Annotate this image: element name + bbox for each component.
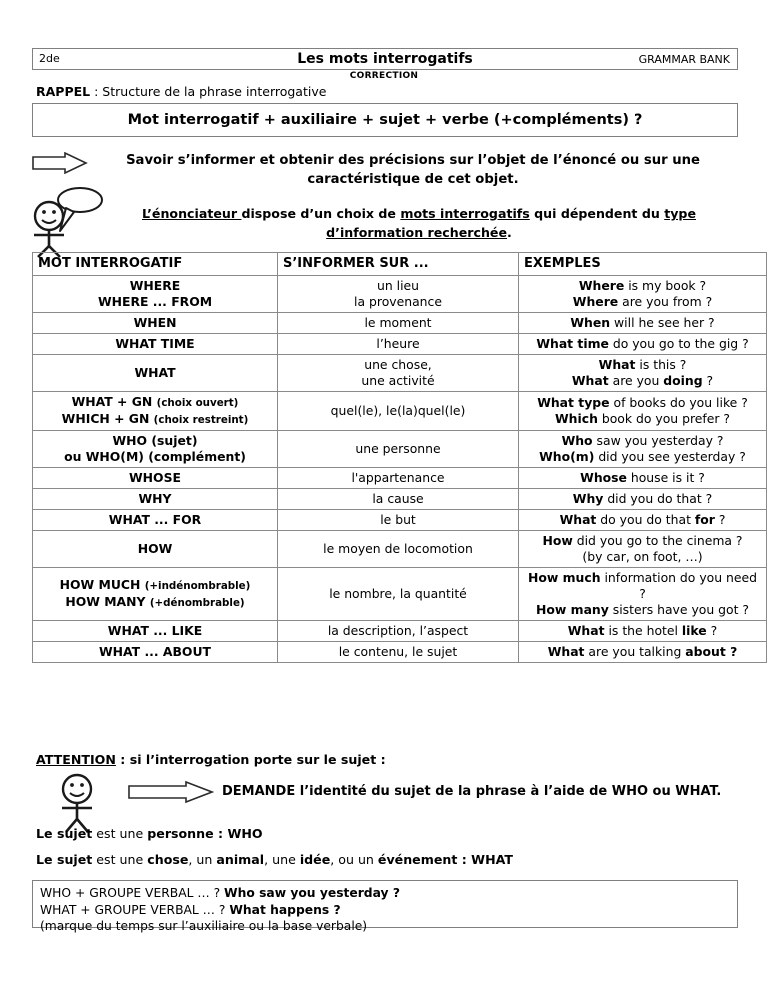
intro-statement-part1: L’énonciateur <box>142 206 242 221</box>
examples-cell <box>519 489 767 510</box>
example-text: sisters have you got ? <box>608 602 749 617</box>
examples-cell <box>519 313 767 334</box>
information-type-cell <box>278 276 519 313</box>
example-text: are you <box>608 373 664 388</box>
example-text: (by car, on foot, …) <box>582 549 703 564</box>
examples-cell <box>519 642 767 663</box>
example-keyword: What type <box>537 395 610 410</box>
example-keyword: How much <box>528 570 601 585</box>
bottom-line-2-plain: WHAT + GROUPE VERBAL … ? <box>40 902 230 917</box>
information-type-cell <box>278 313 519 334</box>
examples-cell <box>519 431 767 468</box>
word-line <box>37 541 273 557</box>
example-text-2: ? <box>702 373 714 388</box>
information-type-cell <box>278 468 519 489</box>
example-keyword: What <box>598 357 636 372</box>
interrogative-word-cell <box>33 642 278 663</box>
example-line <box>523 395 762 411</box>
table-row <box>33 355 767 392</box>
bottom-line-1-bold: Who saw you yesterday ? <box>224 886 400 900</box>
formula-text: Mot interrogatif + auxiliaire + sujet + verbe (+compléments) ? <box>127 112 643 128</box>
info-line: la description, l’aspect <box>327 623 469 638</box>
attention-text: : si l’interrogation porte sur le sujet : <box>115 752 386 767</box>
interrogative-word-cell <box>33 489 278 510</box>
example-line <box>523 294 762 310</box>
example-text: are you talking <box>584 644 686 659</box>
word-text: HOW MANY <box>65 594 146 609</box>
info-line: un lieu <box>376 278 419 293</box>
intro-goal <box>92 151 734 189</box>
bottom-line-2 <box>40 902 730 919</box>
intro-statement-part3: mots interrogatifs <box>400 206 530 221</box>
rule2-a: Le sujet <box>36 852 93 867</box>
example-keyword-2: like <box>681 623 707 638</box>
header-class-label: 2de <box>39 52 60 65</box>
word-line <box>37 294 273 310</box>
interrogative-word-cell <box>33 510 278 531</box>
word-note: (choix ouvert) <box>156 397 239 409</box>
example-keyword-2: for <box>694 512 715 527</box>
example-text-2: ? <box>714 512 726 527</box>
intro-statement-part6: d’information recherchée <box>326 225 508 240</box>
example-keyword: How <box>542 533 573 548</box>
info-line: le but <box>380 512 416 527</box>
example-text: house is it ? <box>626 470 705 485</box>
attention-label: ATTENTION <box>36 752 116 767</box>
information-type-cell <box>278 531 519 568</box>
example-text: did you do that ? <box>603 491 713 506</box>
bottom-line-2-bold: What happens ? <box>229 902 341 917</box>
info-line: quel(le), le(la)quel(le) <box>330 403 466 418</box>
table-header-cell: EXEMPLES <box>519 253 767 276</box>
correction-subtitle: CORRECTION <box>349 71 419 81</box>
demande-text: DEMANDE l’identité du sujet de la phrase à l’aide de WHO ou WHAT. <box>222 784 722 799</box>
interrogative-word-cell <box>33 621 278 642</box>
rule2-f: , une <box>264 852 300 867</box>
example-line <box>523 433 762 449</box>
example-line <box>523 449 762 465</box>
word-line <box>37 594 273 611</box>
example-text-2: ? <box>706 623 718 638</box>
examples-cell <box>519 531 767 568</box>
information-type-cell <box>278 510 519 531</box>
rule2-j: : WHAT <box>457 852 513 867</box>
example-keyword: Why <box>572 491 604 506</box>
example-text: do you go to the gig ? <box>608 336 749 351</box>
examples-cell <box>519 276 767 313</box>
example-line <box>523 357 762 373</box>
table-row <box>33 642 767 663</box>
word-line <box>37 623 273 639</box>
example-keyword: How many <box>536 602 609 617</box>
rule1-c: personne <box>147 826 214 841</box>
header-source-label: GRAMMAR BANK <box>638 53 730 66</box>
examples-cell <box>519 468 767 489</box>
table-row <box>33 489 767 510</box>
interrogative-word-cell <box>33 313 278 334</box>
word-text: WHAT <box>134 365 176 380</box>
information-type-cell <box>278 642 519 663</box>
stick-figure-icon <box>55 772 125 834</box>
info-line: l’heure <box>376 336 420 351</box>
rule2-b: est une <box>92 852 148 867</box>
example-keyword: When <box>570 315 611 330</box>
word-line <box>37 449 273 465</box>
rappel-label: RAPPEL <box>36 84 91 99</box>
word-text: WHAT ... ABOUT <box>99 644 211 659</box>
example-text: did you see yesterday ? <box>594 449 746 464</box>
example-line <box>523 373 762 389</box>
example-keyword: Who(m) <box>539 449 595 464</box>
block-arrow-icon <box>32 152 88 174</box>
interrogative-word-cell <box>33 468 278 489</box>
rule1-a: Le sujet <box>36 826 93 841</box>
rule2-c: chose <box>147 852 189 867</box>
information-type-cell <box>278 334 519 355</box>
example-line <box>523 491 762 507</box>
word-line <box>37 577 273 594</box>
table-row <box>33 531 767 568</box>
rule2-d: , un <box>188 852 217 867</box>
bottom-line-1 <box>40 885 730 902</box>
info-line: l'appartenance <box>351 470 445 485</box>
example-line <box>523 278 762 294</box>
word-note: (choix restreint) <box>153 414 249 426</box>
information-type-cell <box>278 489 519 510</box>
table-row <box>33 431 767 468</box>
intro-statement-part5: type <box>664 206 696 221</box>
interrogative-word-cell <box>33 392 278 431</box>
rule1-d: : WHO <box>213 826 263 841</box>
intro-statement-part2: dispose d’un choix de <box>241 206 401 221</box>
example-line <box>523 336 762 352</box>
rappel-line <box>36 84 326 99</box>
interrogative-words-table <box>32 252 767 663</box>
example-keyword: What <box>559 512 597 527</box>
example-keyword: What time <box>536 336 609 351</box>
intro-statement-part7: . <box>507 225 512 240</box>
intro-goal-line2: caractéristique de cet objet. <box>307 172 519 187</box>
example-line <box>523 512 762 528</box>
information-type-cell <box>278 355 519 392</box>
example-line <box>523 470 762 486</box>
word-text: HOW MUCH <box>59 577 141 592</box>
example-keyword: Whose <box>580 470 627 485</box>
example-keyword-2: doing <box>663 373 703 388</box>
example-line <box>523 411 762 427</box>
info-line: le moment <box>364 315 432 330</box>
word-line <box>37 470 273 486</box>
word-line <box>37 411 273 428</box>
word-note: (+indénombrable) <box>144 580 251 592</box>
interrogative-word-cell <box>33 334 278 355</box>
example-text: is this ? <box>635 357 687 372</box>
word-line <box>37 644 273 660</box>
examples-cell <box>519 621 767 642</box>
example-text: do you do that <box>596 512 695 527</box>
table-row <box>33 568 767 621</box>
example-text: are you from ? <box>618 294 713 309</box>
word-line <box>37 336 273 352</box>
word-text: WHOSE <box>129 470 181 485</box>
examples-cell <box>519 355 767 392</box>
word-text: WHAT ... LIKE <box>107 623 203 638</box>
word-text: WHERE ... FROM <box>97 294 213 309</box>
subject-rule-person <box>36 826 263 841</box>
intro-goal-line1: Savoir s’informer et obtenir des précisions sur l’objet de l’énoncé ou sur une <box>126 153 700 168</box>
interrogative-word-cell <box>33 431 278 468</box>
example-keyword: Where <box>572 294 619 309</box>
information-type-cell <box>278 568 519 621</box>
intro-statement <box>104 204 734 242</box>
example-text: of books do you like ? <box>609 395 748 410</box>
example-keyword: Who <box>561 433 593 448</box>
examples-cell <box>519 510 767 531</box>
example-line <box>523 602 762 618</box>
table-header-cell: S’INFORMER SUR ... <box>278 253 519 276</box>
word-text: WHY <box>138 491 172 506</box>
page-title: Les mots interrogatifs <box>297 51 473 67</box>
examples-cell <box>519 392 767 431</box>
word-line <box>37 512 273 528</box>
bottom-line-3: (marque du temps sur l’auxiliaire ou la base verbale) <box>40 919 368 933</box>
info-line: la cause <box>372 491 424 506</box>
information-type-cell <box>278 392 519 431</box>
word-text: WHERE <box>129 278 181 293</box>
example-keyword: Where <box>578 278 625 293</box>
rule2-g: idée <box>299 852 331 867</box>
interrogative-word-cell <box>33 276 278 313</box>
stick-figure-with-speech-bubble-icon <box>30 186 106 258</box>
example-keyword: What <box>571 373 609 388</box>
table-header-row <box>33 253 767 276</box>
word-line <box>37 433 273 449</box>
info-line: une activité <box>361 373 435 388</box>
attention-line <box>36 752 386 767</box>
word-text: WHEN <box>133 315 177 330</box>
word-text: ou WHO(M) (complément) <box>64 449 246 464</box>
example-keyword: What <box>567 623 605 638</box>
table-row <box>33 313 767 334</box>
example-line <box>523 644 762 660</box>
info-line: le moyen de locomotion <box>323 541 473 556</box>
example-text: book do you prefer ? <box>597 411 730 426</box>
info-line: le contenu, le sujet <box>338 644 458 659</box>
formula-box <box>32 103 738 137</box>
example-line <box>523 570 762 602</box>
interrogative-word-cell <box>33 355 278 392</box>
word-text: WHICH + GN <box>61 411 150 426</box>
word-note: (+dénombrable) <box>149 597 245 609</box>
example-text: will he see her ? <box>610 315 715 330</box>
examples-cell <box>519 334 767 355</box>
word-line <box>37 491 273 507</box>
table-header-cell: MOT INTERROGATIF <box>33 253 278 276</box>
word-line <box>37 394 273 411</box>
word-text: WHAT + GN <box>71 394 153 409</box>
table-row <box>33 334 767 355</box>
example-text: did you go to the cinema ? <box>572 533 743 548</box>
rule2-i: événement <box>377 852 458 867</box>
rappel-text: : Structure de la phrase interrogative <box>90 84 327 99</box>
info-line: une chose, <box>364 357 432 372</box>
document-header-bar <box>32 48 738 70</box>
interrogative-word-cell <box>33 568 278 621</box>
word-text: WHAT TIME <box>115 336 195 351</box>
info-line: une personne <box>355 441 441 456</box>
word-line <box>37 365 273 381</box>
table-row <box>33 468 767 489</box>
example-line <box>523 533 762 549</box>
information-type-cell <box>278 431 519 468</box>
word-text: WHAT ... FOR <box>108 512 202 527</box>
example-line <box>523 315 762 331</box>
example-line <box>523 623 762 639</box>
info-line: le nombre, la quantité <box>329 586 467 601</box>
example-keyword: What <box>547 644 585 659</box>
example-line <box>523 549 762 565</box>
word-line <box>37 278 273 294</box>
subject-rule-thing <box>36 852 513 867</box>
table-row <box>33 392 767 431</box>
bottom-line-1-plain: WHO + GROUPE VERBAL … ? <box>40 886 225 900</box>
table-row <box>33 621 767 642</box>
example-text: information do you need ? <box>600 570 757 601</box>
rule2-e: animal <box>216 852 265 867</box>
intro-statement-part4: qui dépendent du <box>529 206 665 221</box>
examples-cell <box>519 568 767 621</box>
rule2-h: , ou un <box>330 852 378 867</box>
information-type-cell <box>278 621 519 642</box>
word-text: HOW <box>137 541 173 556</box>
word-line <box>37 315 273 331</box>
subject-question-examples-box <box>32 880 738 933</box>
info-line: la provenance <box>354 294 442 309</box>
example-text: is the hotel <box>604 623 682 638</box>
example-text: is my book ? <box>624 278 707 293</box>
table-row <box>33 510 767 531</box>
interrogative-word-cell <box>33 531 278 568</box>
word-text: WHO (sujet) <box>112 433 198 448</box>
example-keyword-2: about ? <box>685 644 738 659</box>
example-keyword: Which <box>555 411 598 426</box>
table-row <box>33 276 767 313</box>
example-text: saw you yesterday ? <box>592 433 724 448</box>
rule1-b: est une <box>92 826 148 841</box>
block-arrow-icon-2 <box>128 781 214 803</box>
